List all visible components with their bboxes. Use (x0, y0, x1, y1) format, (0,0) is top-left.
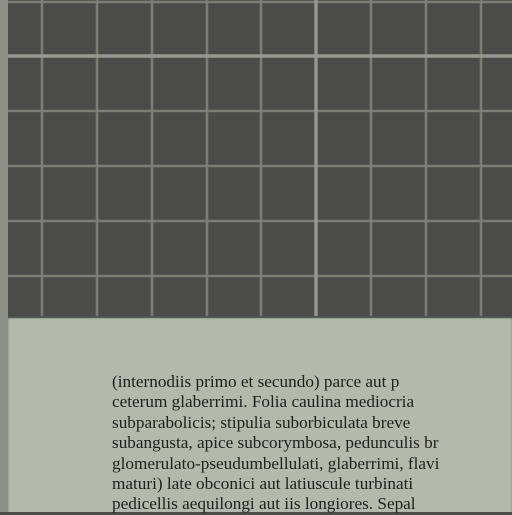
text-line: ceterum glaberrimi. Folia caulina mediocria (112, 392, 415, 412)
text-line: maturi) late obconici aut latiuscule turbinati (112, 473, 414, 493)
scan-left-edge (0, 0, 8, 512)
text-line: pedicellis aequilongi aut iis longiores. Sepal (112, 494, 416, 514)
text-line: (internodiis primo et secundo) parce aut p (112, 372, 400, 391)
latin-description-text (112, 372, 512, 515)
text-line: glomerulato-pseudumbellulati, glaberrimi, flavi (112, 453, 440, 473)
text-line: subangusta, apice subcorymbosa, pedunculis br (112, 433, 439, 453)
paper-top-edge (8, 316, 512, 318)
cutting-mat-grid (8, 0, 512, 316)
text-line: subparabolicis; stipulia suborbiculata breve (112, 412, 411, 432)
